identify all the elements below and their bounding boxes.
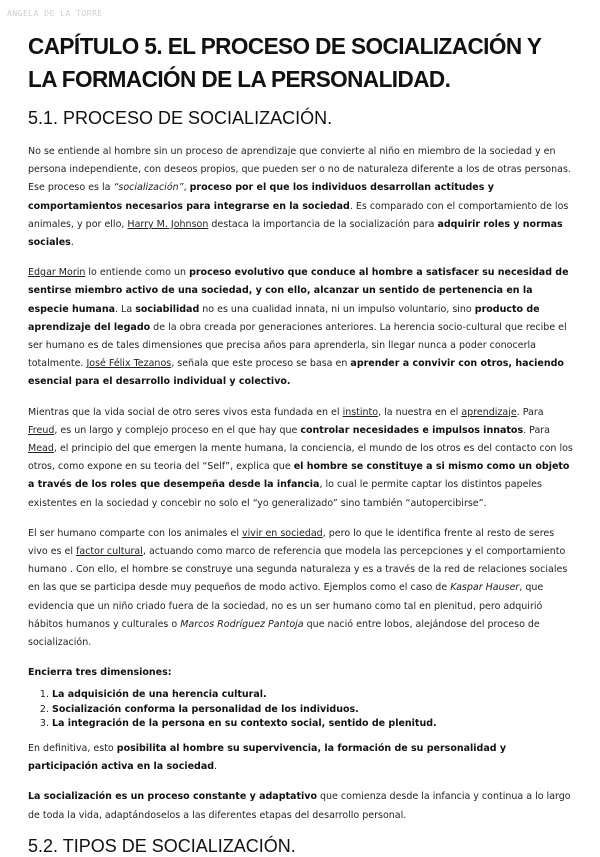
text: . Para: [523, 424, 550, 436]
bold-text: controlar necesidades e impulsos innatos: [300, 424, 524, 436]
dimensions-heading: [28, 664, 574, 682]
text: , lo cual le permite captar los distintos papeles existentes en la sociedad y concebir no solo el “yo generalizado” sino también “autopercibirse”.: [28, 479, 542, 509]
text: lo entiende como un: [85, 267, 190, 279]
bold-text: Socialización conforma la personalidad de los individuos.: [52, 703, 359, 715]
bold-text: La integración de la persona en su contexto social, sentido de plenitud.: [52, 718, 437, 730]
section-heading-5-1: 5.1. PROCESO DE SOCIALIZACIÓN.: [28, 108, 333, 128]
text: destaca la importancia de la socialización para: [208, 218, 438, 230]
text: , señala que este proceso se basa en: [171, 358, 351, 370]
paragraph-factor-cultural: [28, 525, 574, 652]
bold-text: proceso por el que los individuos desarrollan actitudes y comportamientos necesarios para integrarse en la sociedad: [28, 182, 494, 212]
bold-text: el hombre se constituye a si mismo como un objeto a través de los roles que desempeña desde la infancia: [28, 461, 570, 491]
text: El ser humano comparte con los animales el: [28, 527, 243, 539]
chapter-title: CAPÍTULO 5. EL PROCESO DE SOCIALIZACIÓN Y LA FORMACIÓN DE LA PERSONALIDAD.: [28, 33, 541, 92]
text: , el principio del que emergen la mente humana, la conciencia, el mundo de los otros es del contacto con los otros, como expone en su teoria del “Self”, explica que: [28, 443, 573, 473]
link-aprendizaje[interactable]: aprendizaje: [461, 406, 517, 418]
link-factor-cultural[interactable]: factor cultural: [76, 546, 143, 558]
text: En definitiva, esto: [28, 742, 117, 754]
text: no es una cualidad innata, ni un impulso voluntario, sino: [199, 303, 475, 315]
text: .: [214, 761, 218, 773]
text: , pero lo que le identifica frente al resto de seres vivo es el: [28, 527, 555, 558]
bold-text: aprender a convivir con otros, haciendo esencial para el desarrollo individual y colectivo.: [28, 358, 564, 388]
text: , la nuestra en el: [378, 406, 462, 418]
author-link-johnson[interactable]: Harry M. Johnson: [127, 218, 209, 230]
link-instinto[interactable]: instinto: [342, 406, 379, 418]
text: . Para: [516, 406, 544, 418]
link-vivir-en-sociedad[interactable]: vivir en sociedad: [242, 527, 323, 539]
italic-name: Marcos Rodríguez Pantoja: [180, 618, 304, 630]
italic-term: “socialización”: [113, 182, 184, 194]
author-link-tezanos[interactable]: José Félix Tezanos: [86, 358, 172, 370]
author-link-freud[interactable]: Freud: [28, 424, 55, 436]
author-link-mead[interactable]: Mead: [28, 443, 54, 455]
text: que comienza desde la infancia y continua a lo largo de toda la vida, adaptándoselos a las diferentes etapas del desarrollo personal.: [28, 791, 571, 821]
list-item: [52, 688, 574, 703]
bold-text: adquirir roles y normas sociales: [28, 218, 563, 249]
bold-text: La socialización es un proceso constante y adaptativo: [28, 791, 317, 803]
text: . La: [115, 303, 136, 315]
paragraph-morin: [28, 264, 574, 391]
dimensions-list: [28, 688, 574, 732]
text: , que evidencia que un niño criado fuera de la sociedad, no es un ser humano como tal en plenitud, pero adquirió hábitos humanos y culturales o: [28, 582, 544, 630]
text: No se entiende al hombre sin un proceso de aprendizaje que convierte al niño en miembro de la sociedad y en persona independiente, con deseos propios, que pueden ser o no de naturaleza diferente a los de otras personas. Ese proceso es la: [28, 146, 571, 194]
document-page: [28, 30, 574, 857]
author-watermark: ÁNGELA DE LA TORRE: [7, 9, 103, 18]
text: ,: [183, 182, 190, 194]
bold-text: producto de aprendizaje del legado: [28, 303, 540, 333]
bold-text: posibilita al hombre su supervivencia, la formación de su personalidad y participación activa en la sociedad: [28, 742, 507, 773]
section-heading-5-2: 5.2. TIPOS DE SOCIALIZACIÓN.: [28, 835, 296, 856]
bold-text: proceso evolutivo que conduce al hombre a satisfacer su necesidad de sentirse miembro activo de una sociedad, y con ello, alcanzar un sentido de pertenencia en la especie humana: [28, 267, 569, 315]
text: , actuando como marco de referencia que modela las percepciones y el comportamiento humano . Con ello, el hombre se construye una segunda naturaleza y es a través de la red de relaciones sociales en las que se participa desde muy pequeños de modo activo. Ejemplos como el caso de: [28, 546, 568, 594]
list-item: [52, 703, 574, 718]
paragraph-freud-mead: [28, 404, 574, 513]
text: Mientras que la vida social de otro seres vivos esta fundada en el: [28, 406, 343, 418]
text: de la obra creada por generaciones anteriores. La herencia socio-cultural que recibe el ser humano es de tales dimensiones que precisa años para aprenderla, sin llegar nunca a poder conocerla totalmente.: [28, 321, 567, 370]
bold-text: sociabilidad: [135, 303, 200, 315]
text: que nació entre lobos, alejándose del proceso de socialización.: [28, 618, 540, 649]
text: .: [70, 237, 74, 249]
paragraph-conclusion: [28, 740, 574, 776]
paragraph-proceso-constante: [28, 788, 574, 824]
paragraph-socializacion-definicion: [28, 143, 574, 252]
text: , es un largo y complejo proceso en el que hay que: [54, 424, 301, 436]
italic-name: Kaspar Hauser: [450, 582, 520, 594]
bold-text: La adquisición de una herencia cultural.: [52, 689, 267, 701]
author-link-morin[interactable]: Edgar Morin: [28, 267, 86, 279]
list-item: [52, 717, 574, 732]
bold-text: Encierra tres dimensiones:: [28, 667, 172, 679]
text: . Es comparado con el comportamiento de los animales, y por ello,: [28, 200, 569, 230]
